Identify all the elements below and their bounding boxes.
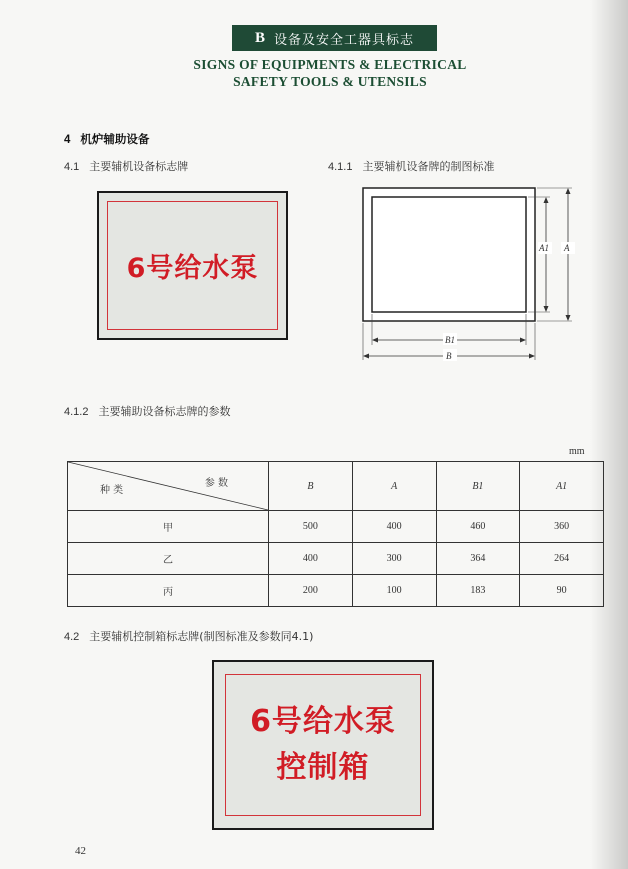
section-4-1-number: 4.1 <box>64 161 80 173</box>
table-cell: 300 <box>352 543 436 575</box>
parameter-table <box>67 461 604 607</box>
table-cell: 364 <box>436 543 520 575</box>
sign-inner-red-border <box>225 674 421 816</box>
corner-top-label: 参 数 <box>204 478 228 489</box>
table-header-row <box>68 462 604 511</box>
table-cell: 400 <box>269 543 353 575</box>
table-unit: mm <box>569 446 585 457</box>
column-header: B1 <box>436 462 520 511</box>
row-label: 甲 <box>68 511 269 543</box>
sign-text-line1: 6号给水泵 <box>250 704 396 739</box>
column-header: B <box>269 462 353 511</box>
section-4-number: 4 <box>64 134 71 146</box>
dim-b1-label: B1 <box>445 335 455 345</box>
sign-inner-red-border <box>107 201 278 330</box>
header-bar <box>232 25 437 51</box>
section-4-1-1-heading <box>328 158 494 174</box>
section-4-1-2-number: 4.1.2 <box>64 406 89 418</box>
row-label: 丙 <box>68 575 269 607</box>
section-4-1-title: 主要辅机设备标志牌 <box>89 160 189 173</box>
dim-b-label: B <box>446 351 452 361</box>
header-title-cn: 设备及安全工器具标志 <box>274 32 415 48</box>
column-header: A1 <box>520 462 604 511</box>
control-box-sign-example <box>212 660 434 830</box>
table-cell: 90 <box>520 575 604 607</box>
table-cell: 183 <box>436 575 520 607</box>
dim-a-label: A <box>564 243 570 253</box>
table-cell: 400 <box>352 511 436 543</box>
section-4-2-number: 4.2 <box>64 631 80 643</box>
page-number: 42 <box>75 845 86 857</box>
section-4-1-1-title: 主要辅机设备牌的制图标准 <box>362 160 495 173</box>
sign-text-line2: 控制箱 <box>276 750 370 785</box>
section-4-heading <box>64 131 149 147</box>
table-cell: 100 <box>352 575 436 607</box>
section-4-1-2-title: 主要辅助设备标志牌的参数 <box>98 405 231 418</box>
table-row <box>68 575 604 607</box>
section-4-2-title: 主要辅机控制箱标志牌(制图标准及参数同4.1) <box>89 630 314 643</box>
table-cell: 500 <box>269 511 353 543</box>
equipment-sign-example <box>97 191 288 340</box>
table-cell: 360 <box>520 511 604 543</box>
section-4-1-2-heading <box>64 403 230 419</box>
title-en-line2: SAFETY TOOLS & UTENSILS <box>233 74 427 89</box>
table-cell: 460 <box>436 511 520 543</box>
table-cell: 200 <box>269 575 353 607</box>
header-letter: B <box>254 29 266 46</box>
column-header: A <box>352 462 436 511</box>
drawing-standard-diagram <box>350 180 590 370</box>
table-corner-cell <box>68 462 269 511</box>
table-row <box>68 543 604 575</box>
section-4-1-1-number: 4.1.1 <box>328 161 353 173</box>
dim-a1-label: A1 <box>539 243 549 253</box>
corner-diagonal <box>68 462 268 510</box>
title-en-line1: SIGNS OF EQUIPMENTS & ELECTRICAL <box>193 57 467 72</box>
section-4-title: 机炉辅助设备 <box>80 132 150 146</box>
outer-board-rect <box>363 188 535 321</box>
corner-bottom-label: 种 类 <box>100 485 124 496</box>
page-edge-shadow <box>590 0 628 869</box>
sign-text: 6号给水泵 <box>126 253 259 284</box>
table-cell: 264 <box>520 543 604 575</box>
row-label: 乙 <box>68 543 269 575</box>
table-row <box>68 511 604 543</box>
section-4-1-heading <box>64 158 188 174</box>
section-4-2-heading <box>64 628 313 644</box>
